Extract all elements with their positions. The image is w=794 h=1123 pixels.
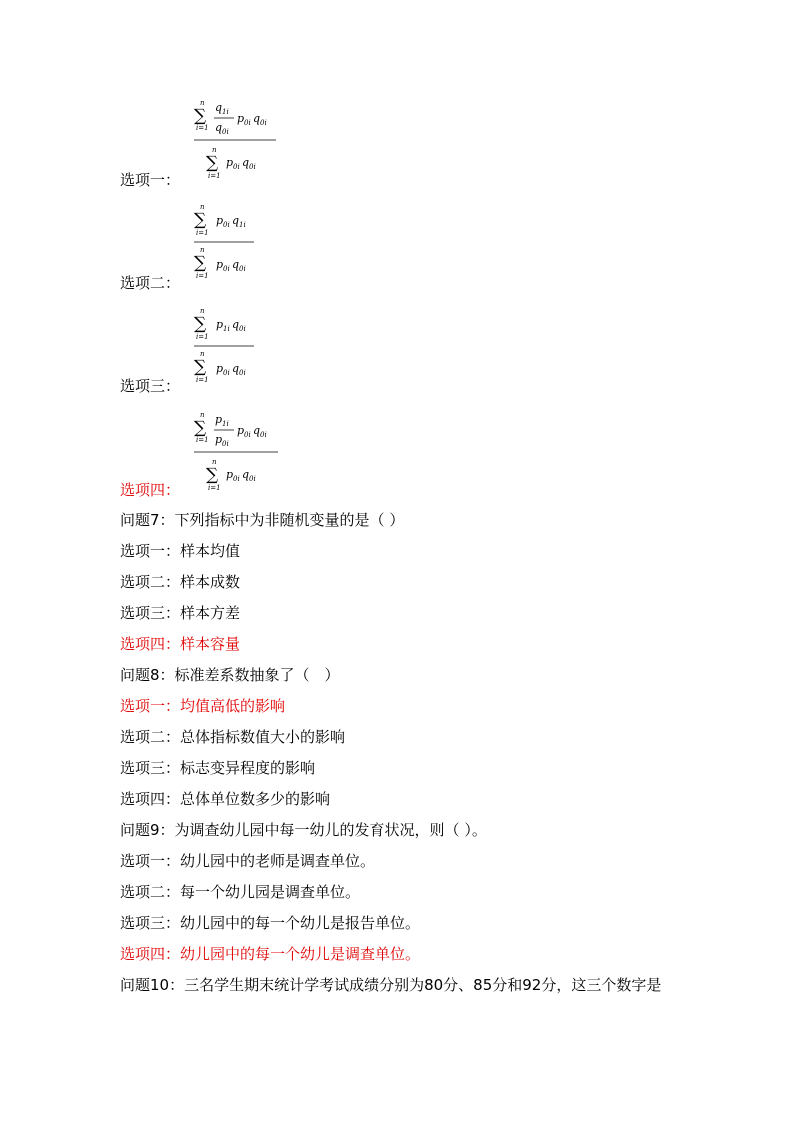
svg-text:p: p [226,156,234,169]
svg-text:n: n [200,99,205,107]
svg-text:i=1: i=1 [196,124,209,132]
formula-option-1 [194,96,284,184]
q7-option-4[interactable]: 选项四：样本容量 [120,635,241,653]
svg-text:0i: 0i [260,119,267,127]
question-7: 问题7：下列指标中为非随机变量的是（ ） [120,511,405,529]
svg-text:n: n [212,146,217,154]
svg-text:q: q [215,121,223,134]
svg-text:q: q [232,318,240,331]
q9-option-1[interactable]: 选项一：幼儿园中的老师是调查单位。 [120,852,376,870]
svg-text:0i: 0i [239,325,246,333]
svg-text:0i: 0i [244,431,251,439]
svg-text:q: q [242,156,250,169]
svg-text:∑: ∑ [194,106,207,126]
q8-option-1[interactable]: 选项一：均值高低的影响 [120,697,286,715]
svg-text:0i: 0i [244,119,251,127]
svg-text:q: q [253,112,261,125]
svg-text:p: p [215,433,223,446]
svg-text:n: n [200,307,205,315]
svg-text:0i: 0i [223,369,230,377]
svg-text:n: n [200,246,205,254]
svg-text:i=1: i=1 [196,436,209,444]
svg-text:q: q [215,101,223,114]
q8-option-4[interactable]: 选项四：总体单位数多少的影响 [120,790,331,808]
q8-option-3[interactable]: 选项三：标志变异程度的影响 [120,759,316,777]
svg-text:p: p [216,318,224,331]
svg-text:∑: ∑ [194,357,207,377]
q7-option-2[interactable]: 选项二：样本成数 [120,573,241,591]
svg-text:1i: 1i [222,420,229,428]
svg-text:0i: 0i [222,128,229,136]
formula-option-3 [194,306,274,394]
svg-text:0i: 0i [249,163,256,171]
svg-text:p: p [216,362,224,375]
svg-text:p: p [216,214,224,227]
svg-text:1i: 1i [222,108,229,116]
svg-text:n: n [200,350,205,358]
svg-text:p: p [216,258,224,271]
svg-text:i=1: i=1 [196,272,209,280]
q8-option-2[interactable]: 选项二：总体指标数值大小的影响 [120,728,346,746]
formula-option-4-label[interactable]: 选项四： [120,481,181,499]
svg-text:i=1: i=1 [196,333,209,341]
q9-option-2[interactable]: 选项二：每一个幼儿园是调查单位。 [120,883,361,901]
formula-option-2 [194,202,274,290]
svg-text:0i: 0i [260,431,267,439]
svg-text:∑: ∑ [194,210,207,230]
svg-text:i=1: i=1 [196,229,209,237]
svg-text:n: n [200,411,205,419]
svg-text:1i: 1i [223,325,230,333]
svg-text:i=1: i=1 [208,484,221,492]
question-10: 问题10：三名学生期末统计学考试成绩分别为80分、85分和92分，这三个数字是 [120,976,662,994]
q9-option-3[interactable]: 选项三：幼儿园中的每一个幼儿是报告单位。 [120,914,421,932]
svg-text:i=1: i=1 [208,172,221,180]
svg-text:p: p [237,112,245,125]
svg-text:0i: 0i [222,440,229,448]
svg-text:∑: ∑ [194,314,207,334]
question-9: 问题9：为调查幼儿园中每一幼儿的发育状况，则（ ）。 [120,821,487,839]
svg-text:1i: 1i [239,221,246,229]
svg-text:p: p [226,468,234,481]
svg-text:q: q [253,424,261,437]
svg-text:q: q [232,258,240,271]
svg-text:∑: ∑ [206,153,219,173]
svg-text:n: n [212,458,217,466]
svg-text:0i: 0i [233,475,240,483]
svg-text:p: p [215,413,223,426]
question-8: 问题8：标准差系数抽象了（ ） [120,666,340,684]
q9-option-4[interactable]: 选项四：幼儿园中的每一个幼儿是调查单位。 [120,945,421,963]
svg-text:0i: 0i [233,163,240,171]
formula-option-3-label[interactable]: 选项三： [120,377,181,395]
formula-option-4 [194,408,284,496]
svg-text:i=1: i=1 [196,376,209,384]
svg-text:0i: 0i [223,265,230,273]
svg-text:q: q [232,214,240,227]
svg-text:0i: 0i [249,475,256,483]
svg-text:q: q [242,468,250,481]
svg-text:p: p [237,424,245,437]
formula-option-1-label[interactable]: 选项一： [120,171,181,189]
svg-text:∑: ∑ [206,465,219,485]
svg-text:0i: 0i [239,265,246,273]
q7-option-3[interactable]: 选项三：样本方差 [120,604,241,622]
q7-option-1[interactable]: 选项一：样本均值 [120,542,241,560]
svg-text:n: n [200,203,205,211]
svg-text:∑: ∑ [194,253,207,273]
formula-option-2-label[interactable]: 选项二： [120,274,181,292]
svg-text:q: q [232,362,240,375]
svg-text:∑: ∑ [194,418,207,438]
svg-text:0i: 0i [239,369,246,377]
svg-text:0i: 0i [223,221,230,229]
